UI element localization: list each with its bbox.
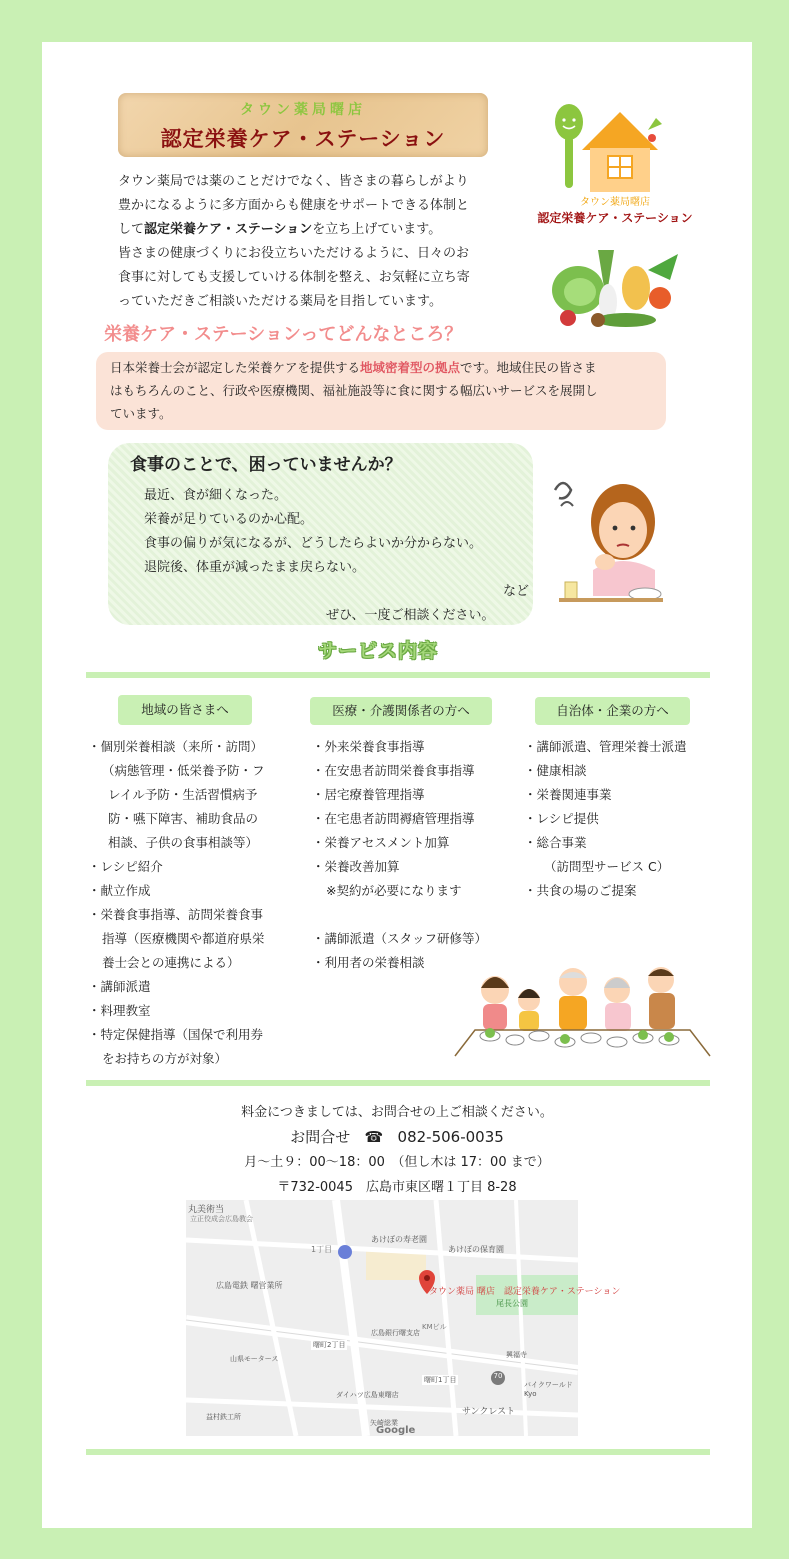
vegetables-illustration-icon [538,240,688,330]
banner-subtitle: タウン薬局曙店 [240,102,366,118]
list-item: ・栄養関連事業 [524,787,612,802]
contact-section [42,1100,752,1200]
map-label: 広島銀行曙支店 [371,1329,420,1337]
list-item: ・レシピ提供 [524,811,599,826]
list-item: 防・嚥下障害、補助食品の [108,811,259,826]
list-item: 養士会との連携による） [102,955,240,970]
map-label: 尾長公園 [496,1299,528,1308]
intro-bold-term: 認定栄養ケア・ステーション [144,222,313,237]
list-item: 相談、子供の食事相談等） [108,835,259,850]
divider [86,1080,710,1086]
contact-label: お問合せ [290,1128,351,1146]
list-item: ・利用者の栄養相談 [312,955,425,970]
list-item: ・個別栄養相談（来所・訪問） [88,739,264,754]
list-item: 指導（医療機関や都道府県栄 [102,931,265,946]
intro-line: 皆さまの健康づくりにお役立ちいただけるように、日々のお [118,246,470,261]
list-item: ・栄養改善加算 [312,859,400,874]
title-banner [118,93,488,157]
spacer [312,903,487,927]
intro-line: っていただきご相談いただける薬局を目指しています。 [118,294,442,309]
address: 〒732-0045 広島市東区曙１丁目 8-28 [277,1180,517,1195]
phone-icon: ☎ [364,1128,384,1146]
list-item: 食事の偏りが気になるが、どうしたらよいか分からない。 [144,536,483,551]
intro-line: 食事に対しても支援していける体制を整え、お気軽に立ち寄 [118,270,470,285]
list-item: ・レシピ紹介 [88,859,163,874]
contract-note: ※契約が必要になります [326,883,462,898]
list-item: ・栄養アセスメント加算 [312,835,450,850]
phone-number[interactable]: 082-506-0035 [397,1128,504,1146]
about-highlight: 地域密着型の拠点 [360,360,461,375]
map[interactable] [186,1200,621,1436]
list-item: ・特定保健指導（国保で利用券 [88,1027,264,1042]
map-label: サンクレスト [462,1407,516,1417]
tag-municipal: 自治体・企業の方へ [535,697,690,725]
map-label: 丸美術当 [188,1205,225,1215]
intro-text [118,170,506,314]
map-label: 山県モータース [230,1355,279,1363]
logo-store-name: タウン薬局曙店 [580,197,650,208]
banner-title: 認定栄養ケア・ステーション [160,127,446,151]
list-item: ・講師派遣（スタッフ研修等） [312,931,488,946]
trouble-etc: など [503,584,530,599]
about-line: 日本栄養士会が認定した栄養ケアを提供する地域密着型の拠点です。地域住民の皆さま [110,360,597,375]
section-question-title: 栄養ケア・ステーションってどんなところ？ [104,324,463,345]
map-label: 矢崎総業 [370,1419,398,1427]
map-label: 立正佼成会広島教会 [190,1215,253,1223]
list-item: 最近、食が細くなった。 [144,488,288,503]
list-item: ・共食の場のご提案 [524,883,637,898]
list-item: ・居宅療養管理指導 [312,787,425,802]
services-residents-list [88,735,265,1071]
divider [86,1449,710,1455]
map-store-label[interactable]: タウン薬局 曙店 認定栄養ケア・ステーション [429,1287,621,1297]
tag-residents: 地域の皆さまへ [118,695,252,725]
list-item: ・在安患者訪問栄養食事指導 [312,763,475,778]
map-label: 広島電鉄 曙営業所 [216,1281,283,1290]
logo-station-name: 認定栄養ケア・ステーション [537,211,693,225]
trouble-closing: ぜひ、一度ご相談ください。 [326,608,495,623]
map-label: ダイハツ広島東曙店 [336,1391,399,1399]
services-medical-list [312,735,487,975]
business-hours: 月〜土９：00〜18：00 （但し木は 17：00 まで） [244,1155,550,1170]
about-line: はもちろんのこと、行政や医療機関、福祉施設等に食に関する幅広いサービスを展開し [110,383,598,398]
map-label: あけぼの保育園 [448,1245,504,1254]
worried-woman-illustration-icon [545,470,665,605]
intro-line: して認定栄養ケア・ステーションを立ち上げています。 [118,222,442,237]
services-municipal-list [524,735,687,903]
list-item: ・外来栄養食事指導 [312,739,425,754]
map-label: 曙町1丁目 [424,1376,457,1384]
list-item: ・献立作成 [88,883,151,898]
list-item: ・栄養食事指導、訪問栄養食事 [88,907,264,922]
list-item: ・料理教室 [88,1003,151,1018]
map-label: 益村鉄工所 [206,1413,241,1421]
trouble-list [144,484,482,580]
list-item: レイル予防・生活習慣病予 [108,787,258,802]
list-item: （訪問型サービス C） [544,859,670,874]
list-item: をお持ちの方が対象） [102,1051,228,1066]
about-line: ています。 [110,406,172,421]
fee-note: 料金につきましては、お問合せの上ご相談ください。 [241,1105,553,1120]
list-item: ・健康相談 [524,763,587,778]
map-label: 興福寺 [506,1351,527,1359]
map-label: 曙町2丁目 [313,1341,346,1349]
google-logo: Google [376,1425,416,1436]
about-box [96,352,666,430]
trouble-title: 食事のことで、困っていませんか？ [130,455,402,475]
map-label: KMビル [422,1323,447,1331]
list-item: ・講師派遣、管理栄養士派遣 [524,739,687,754]
list-item: （病態管理・低栄養予防・フ [102,763,265,778]
route-number: 70 [493,1372,503,1380]
map-label: 1丁目 [311,1245,333,1254]
family-dining-illustration-icon [455,960,710,1060]
list-item: ・在宅患者訪問褥瘡管理指導 [312,811,475,826]
intro-line: タウン薬局では薬のことだけでなく、皆さまの暮らしがより [118,174,469,189]
map-label: あけぼの寿老園 [371,1235,427,1244]
list-item: ・講師派遣 [88,979,151,994]
map-label: バイクワールド Kyo [524,1381,573,1398]
list-item: 退院後、体重が減ったまま戻らない。 [144,560,366,575]
list-item: ・総合事業 [524,835,587,850]
services-title: サービス内容 [318,640,439,662]
tag-medical: 医療・介護関係者の方へ [310,697,492,725]
intro-line: 豊かになるように多方面からも健康をサポートできる体制と [118,198,470,213]
contact-phone-line [42,1125,752,1150]
list-item: 栄養が足りているのか心配。 [144,512,314,527]
divider [86,672,710,678]
